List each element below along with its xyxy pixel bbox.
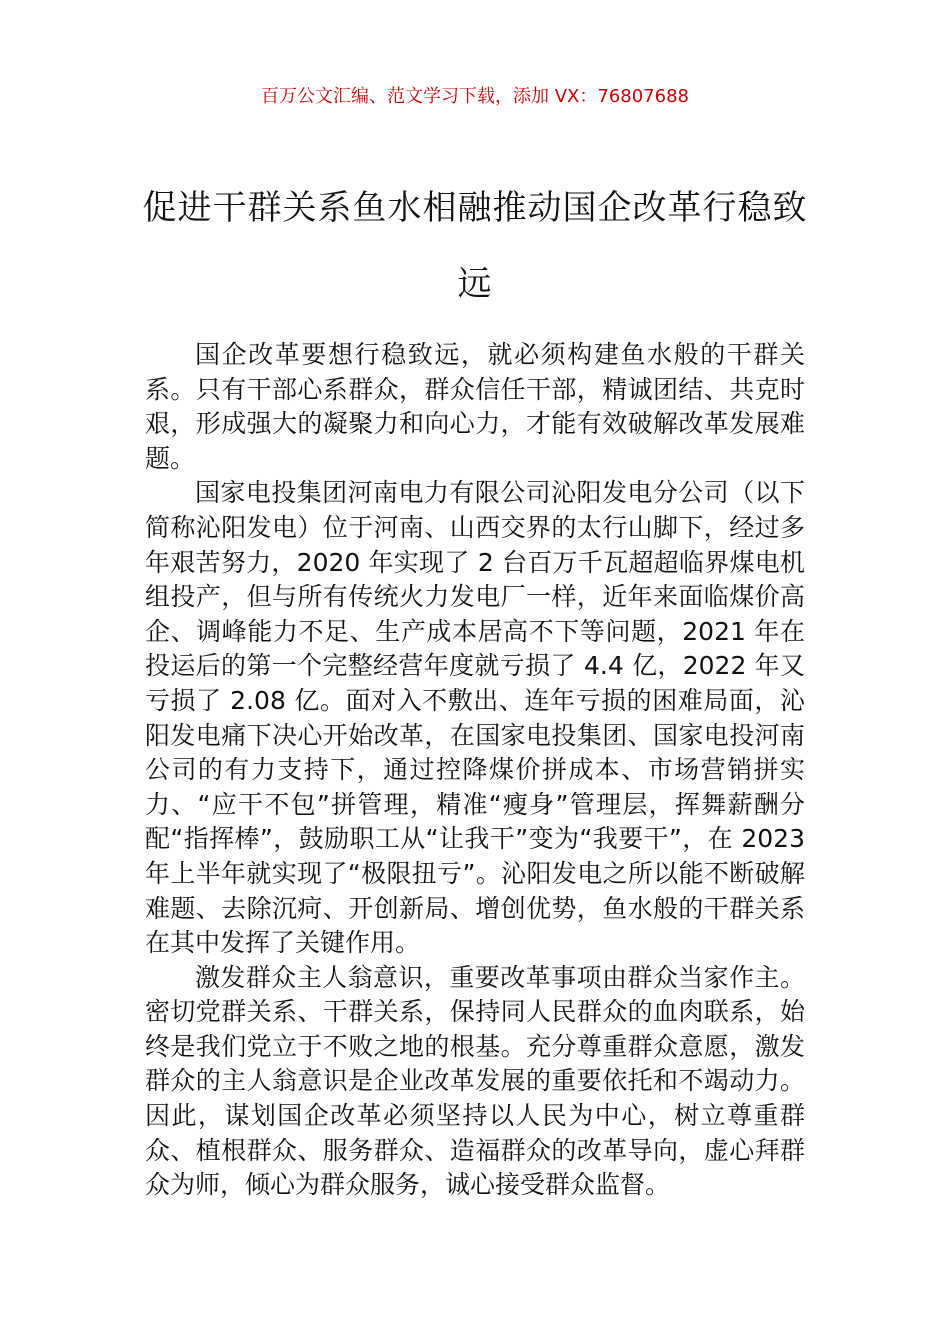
document-body	[145, 338, 805, 1203]
paragraph-1: 国企改革要想行稳致远，就必须构建鱼水般的干群关系。只有干部心系群众，群众信任干部，精诚团结、共克时艰，形成强大的凝聚力和向心力，才能有效破解改革发展难题。	[145, 340, 805, 473]
header-watermark-note: 百万公文汇编、范文学习下载，添加 VX：76807688	[261, 86, 689, 107]
document-title: 促进干群关系鱼水相融推动国企改革行稳致远	[142, 188, 808, 304]
paragraph-3: 激发群众主人翁意识，重要改革事项由群众当家作主。密切党群关系、干群关系，保持同人民群众的血肉联系，始终是我们党立于不败之地的根基。充分尊重群众意愿，激发群众的主人翁意识是企业改革发展的重要依托和不竭动力。因此，谋划国企改革必须坚持以人民为中心，树立尊重群众、植根群众、服务群众、造福群众的改革导向，虚心拜群众为师，倾心为群众服务，诚心接受群众监督。	[145, 962, 805, 1200]
paragraph-2: 国家电投集团河南电力有限公司沁阳发电分公司（以下简称沁阳发电）位于河南、山西交界的太行山脚下，经过多年艰苦努力，2020 年实现了 2 台百万千瓦超超临界煤电机组投产，但与所有传统火力发电厂一样，近年来面临煤价高企、调峰能力不足、生产成本居高不下等问题，2021 年在投运后的第一个完整经营年度就亏损了 4.4 亿，2022 年又亏损了 2.08 亿。面对入不敷出、连年亏损的困难局面，沁阳发电痛下决心开始改革，在国家电投集团、国家电投河南公司的有力支持下，通过控降煤价拼成本、市场营销拼实力、“应干不包”拼管理，精准“瘦身”管理层，挥舞薪酬分配“指挥棒”，鼓励职工从“让我干”变为“我要干”，在 2023 年上半年就实现了“极限扭亏”。沁阳发电之所以能不断破解难题、去除沉疴、开创新局、增创优势，鱼水般的干群关系在其中发挥了关键作用。	[145, 478, 805, 958]
